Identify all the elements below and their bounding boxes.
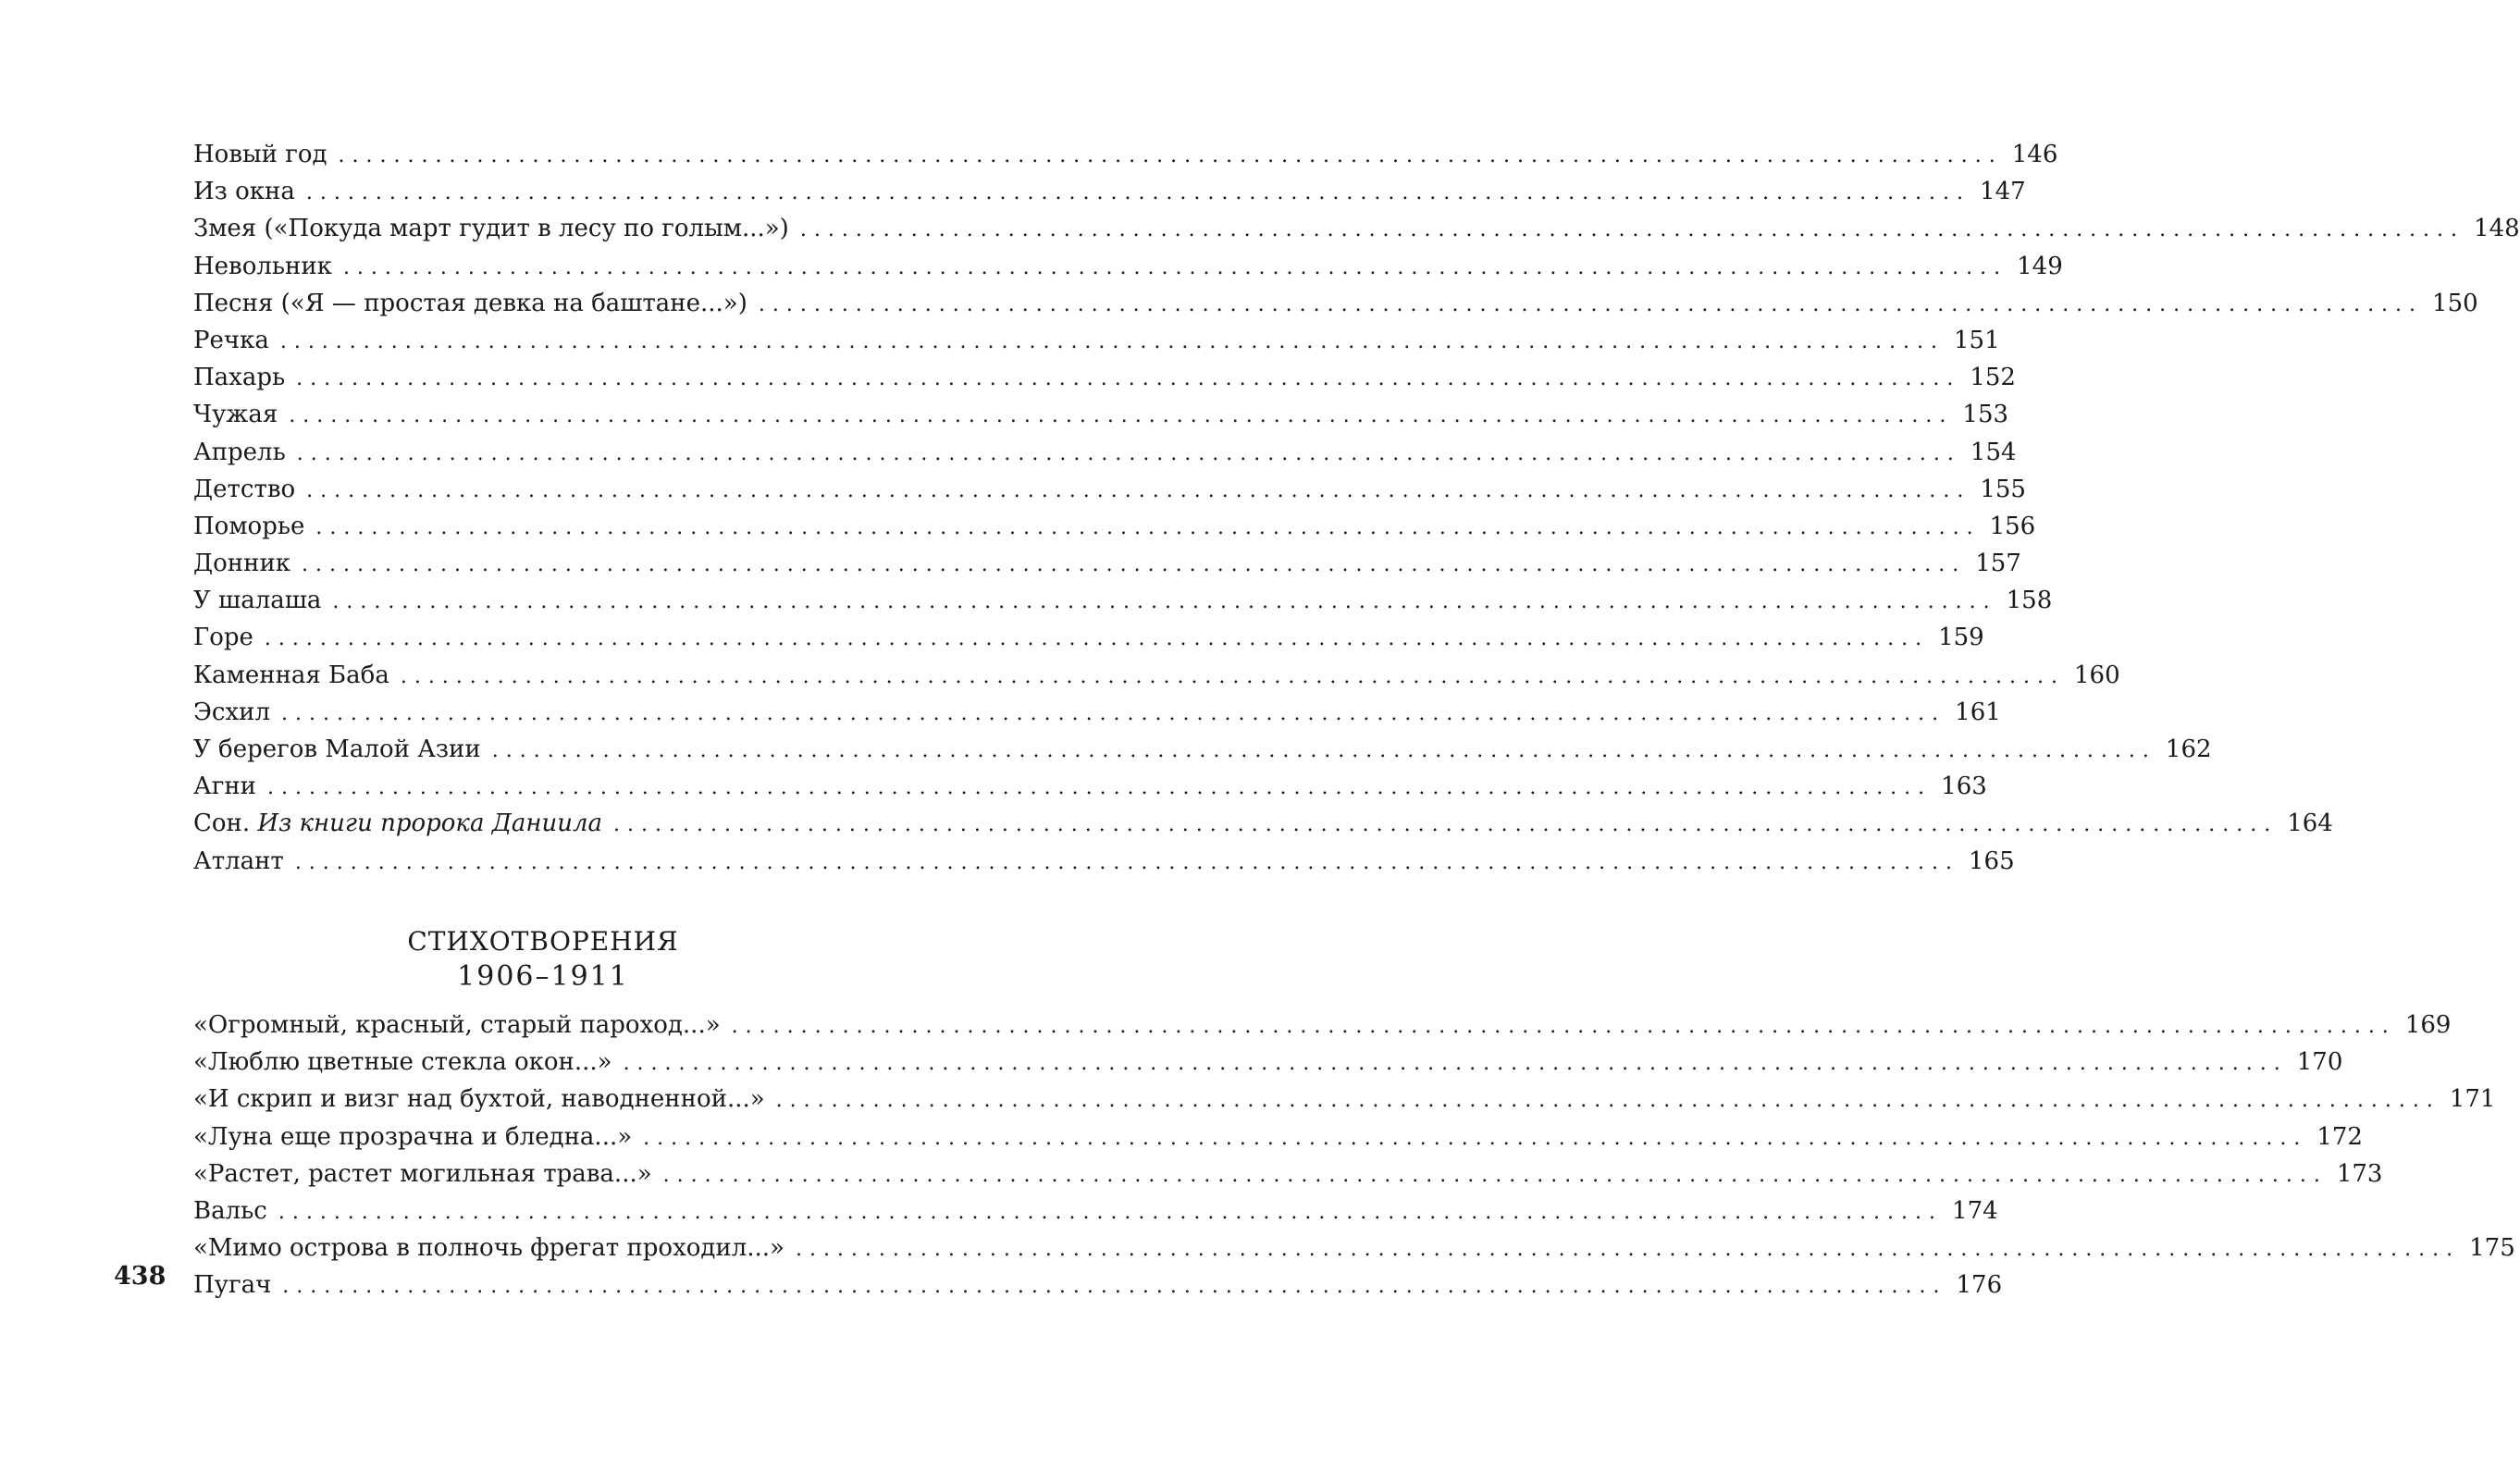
toc-entry-title (193, 471, 295, 508)
dot-leader: ........................................................................................................................ (279, 329, 1946, 353)
dot-leader: ........................................................................................................................ (266, 776, 1933, 800)
toc-entry-page: 164 (2287, 809, 2333, 838)
section-heading-years: 1906–1911 (457, 960, 629, 993)
toc-entry (193, 396, 2009, 433)
toc-entry-title-text: Горе (193, 624, 253, 652)
toc-entry (193, 1081, 2496, 1118)
toc-block-1 (193, 136, 2520, 880)
toc-entry-page: 159 (1938, 624, 1984, 652)
toc-entry-title-text: Поморье (193, 512, 305, 540)
toc-entry-page: 157 (1975, 550, 2021, 578)
toc-entry-title (193, 396, 278, 433)
toc-entry-title (193, 694, 270, 731)
dot-leader: ........................................................................................................................ (731, 1015, 2396, 1038)
toc-entry (193, 210, 2520, 247)
dot-leader: ........................................................................................................................ (400, 664, 2066, 688)
toc-entry-title (193, 1081, 765, 1118)
toc-entry (193, 1118, 2363, 1156)
dot-leader: ........................................................................................................................ (294, 850, 1959, 874)
toc-entry-title-text: Из окна (193, 178, 295, 206)
toc-entry-page: 148 (2474, 215, 2520, 243)
toc-entry (193, 248, 2063, 285)
toc-entry-title-text: У берегов Малой Азии (193, 735, 481, 763)
toc-entry (193, 173, 2026, 210)
toc-entry-page: 155 (1980, 475, 2026, 503)
toc-entry-title (193, 1193, 267, 1230)
toc-entry-page: 153 (1962, 401, 2009, 429)
toc-entry-title (193, 731, 481, 768)
toc-entry-page: 170 (2296, 1048, 2343, 1077)
toc-entry (193, 694, 2001, 731)
toc-entry-page: 158 (2006, 587, 2053, 615)
toc-entry-title (193, 173, 295, 210)
toc-entry-title-text: Вальс (193, 1196, 267, 1225)
toc-entry-title-text: Пахарь (193, 364, 286, 392)
toc-entry-page: 173 (2336, 1159, 2383, 1188)
toc-entry (193, 1230, 2515, 1267)
toc-entry-title (193, 210, 789, 247)
dot-leader: ........................................................................................................................ (662, 1163, 2328, 1187)
toc-entry (193, 508, 2036, 545)
toc-entry-title (193, 1044, 612, 1081)
toc-entry-page: 171 (2449, 1085, 2496, 1114)
toc-entry-title (193, 545, 290, 582)
toc-entry-title-text: «Мимо острова в полночь фрегат проходил...» (193, 1234, 784, 1263)
toc-entry (193, 359, 2016, 396)
toc-entry-title (193, 768, 256, 805)
toc-entry-title (193, 1267, 271, 1304)
toc-entry (193, 768, 1987, 805)
dot-leader: ........................................................................................................................ (278, 1200, 1944, 1224)
toc-entry-title (193, 657, 389, 694)
dot-leader: ........................................................................................................................ (306, 478, 1971, 502)
page-number: 438 (114, 1262, 167, 1291)
toc-entry (193, 471, 2026, 508)
dot-leader: ........................................................................................................................ (775, 1089, 2440, 1113)
toc-entry-title-text: «Люблю цветные стекла окон...» (193, 1048, 612, 1077)
toc-entry-page: 154 (1970, 438, 2017, 466)
toc-entry (193, 1156, 2383, 1193)
toc-entry-title-text: «И скрип и визг над бухтой, наводненной...» (193, 1085, 765, 1114)
dot-leader: ........................................................................................................................ (758, 292, 2424, 316)
toc-entry-page: 160 (2074, 661, 2120, 689)
toc-entry (193, 545, 2021, 582)
dot-leader: ........................................................................................................................ (302, 553, 1967, 577)
toc-entry-page: 176 (1956, 1271, 2003, 1300)
toc-entry-title-text: «Луна еще прозрачна и бледна...» (193, 1122, 633, 1151)
toc-entry (193, 619, 1984, 656)
toc-entry (193, 1267, 2003, 1304)
toc-entry-page: 172 (2316, 1122, 2363, 1151)
toc-entry-title (193, 582, 321, 619)
toc-entry-title-text: Новый год (193, 141, 327, 168)
dot-leader: ........................................................................................................................ (795, 1238, 2461, 1262)
toc-entry-title-text: Сон. (193, 809, 258, 838)
toc-entry-page: 169 (2404, 1011, 2452, 1039)
toc-entry-title-text: Пугач (193, 1271, 272, 1300)
dot-leader: ........................................................................................................................ (799, 218, 2465, 242)
dot-leader: ........................................................................................................................ (491, 739, 2156, 762)
toc-entry (193, 1007, 2452, 1044)
toc-entry-title (193, 1230, 784, 1267)
toc-entry-title-text: Атлант (193, 847, 284, 875)
dot-leader: ........................................................................................................................ (296, 441, 1961, 465)
toc-entry-title (193, 1118, 632, 1156)
toc-entry-page: 147 (1980, 178, 2026, 206)
dot-leader: ........................................................................................................................ (332, 590, 1997, 614)
toc-entry-page: 165 (1969, 847, 2015, 875)
toc-entry-title-text: Агни (193, 772, 256, 801)
toc-entry-title-text: Песня («Я — простая девка на баштане...») (193, 289, 747, 317)
dot-leader: ........................................................................................................................ (289, 404, 1954, 428)
toc-entry-title (193, 136, 327, 173)
toc-entry-page: 174 (1952, 1196, 1998, 1225)
toc-entry-title-text: У шалаша (193, 587, 322, 615)
toc-entry-title (193, 1156, 652, 1193)
dot-leader: ........................................................................................................................ (623, 1052, 2288, 1076)
toc-entry-page: 161 (1955, 698, 2001, 726)
toc-entry (193, 843, 2015, 880)
toc-entry-title-text: Детство (193, 475, 296, 503)
toc-entry-title-text: Речка (193, 326, 269, 354)
toc-entry (193, 322, 2000, 359)
toc-entry-title-text: Донник (193, 550, 291, 578)
toc-entry-title-italic: Из книги пророка Даниила (257, 809, 603, 838)
dot-leader: ........................................................................................................................ (613, 813, 2279, 837)
toc-entry-title-text: Апрель (193, 438, 286, 466)
toc-entry-page: 163 (1941, 772, 1987, 801)
toc-entry (193, 731, 2212, 768)
toc-entry (193, 582, 2053, 619)
toc-entry-title-text: «Огромный, красный, старый пароход...» (193, 1011, 721, 1039)
toc-entry (193, 434, 2017, 471)
toc-entry-title (193, 248, 332, 285)
toc-entry-title-text: Каменная Баба (193, 661, 389, 689)
toc-entry-title (193, 285, 747, 322)
dot-leader: ........................................................................................................................ (342, 255, 2008, 279)
toc-entry-page: 152 (1970, 364, 2016, 392)
toc-entry (193, 1193, 1998, 1230)
toc-entry-title (193, 434, 286, 471)
dot-leader: ........................................................................................................................ (643, 1126, 2308, 1150)
toc-entry-title (193, 359, 285, 396)
toc-entry-title (193, 805, 602, 842)
toc-entry (193, 285, 2478, 322)
toc-entry-title-text: Чужая (193, 401, 278, 429)
toc-entry-title-text: «Растет, растет могильная трава...» (193, 1159, 652, 1188)
toc-entry-page: 150 (2432, 289, 2478, 317)
dot-leader: ........................................................................................................................ (280, 701, 1946, 725)
section-heading-title: СТИХОТВОРЕНИЯ (407, 926, 679, 957)
toc-entry (193, 136, 2058, 173)
toc-entry-title (193, 1007, 721, 1044)
toc-entry-page: 149 (2017, 252, 2063, 280)
toc-entry-page: 146 (2011, 141, 2058, 168)
toc-block-2 (193, 1007, 2515, 1304)
toc-entry-page: 156 (1989, 512, 2036, 540)
toc-entry-title (193, 843, 284, 880)
toc-entry (193, 1044, 2343, 1081)
dot-leader: ........................................................................................................................ (338, 144, 2003, 167)
toc-entry-page: 175 (2469, 1234, 2515, 1263)
toc-entry (193, 657, 2120, 694)
dot-leader: ........................................................................................................................ (315, 515, 1981, 539)
toc-entry (193, 805, 2333, 842)
toc-entry-title (193, 508, 304, 545)
toc-entry-page: 162 (2165, 735, 2212, 763)
toc-entry-title (193, 322, 269, 359)
dot-leader: ........................................................................................................................ (305, 181, 1971, 205)
dot-leader: ........................................................................................................................ (296, 367, 1961, 391)
toc-entry-title (193, 619, 253, 656)
toc-entry-title-text: Змея («Покуда март гудит в лесу по голым...») (193, 215, 789, 243)
toc-entry-title-text: Эсхил (193, 698, 270, 726)
toc-entry-page: 151 (1954, 326, 2000, 354)
toc-entry-title-text: Невольник (193, 252, 332, 280)
dot-leader: ........................................................................................................................ (264, 627, 1930, 651)
dot-leader: ........................................................................................................................ (282, 1275, 1947, 1299)
